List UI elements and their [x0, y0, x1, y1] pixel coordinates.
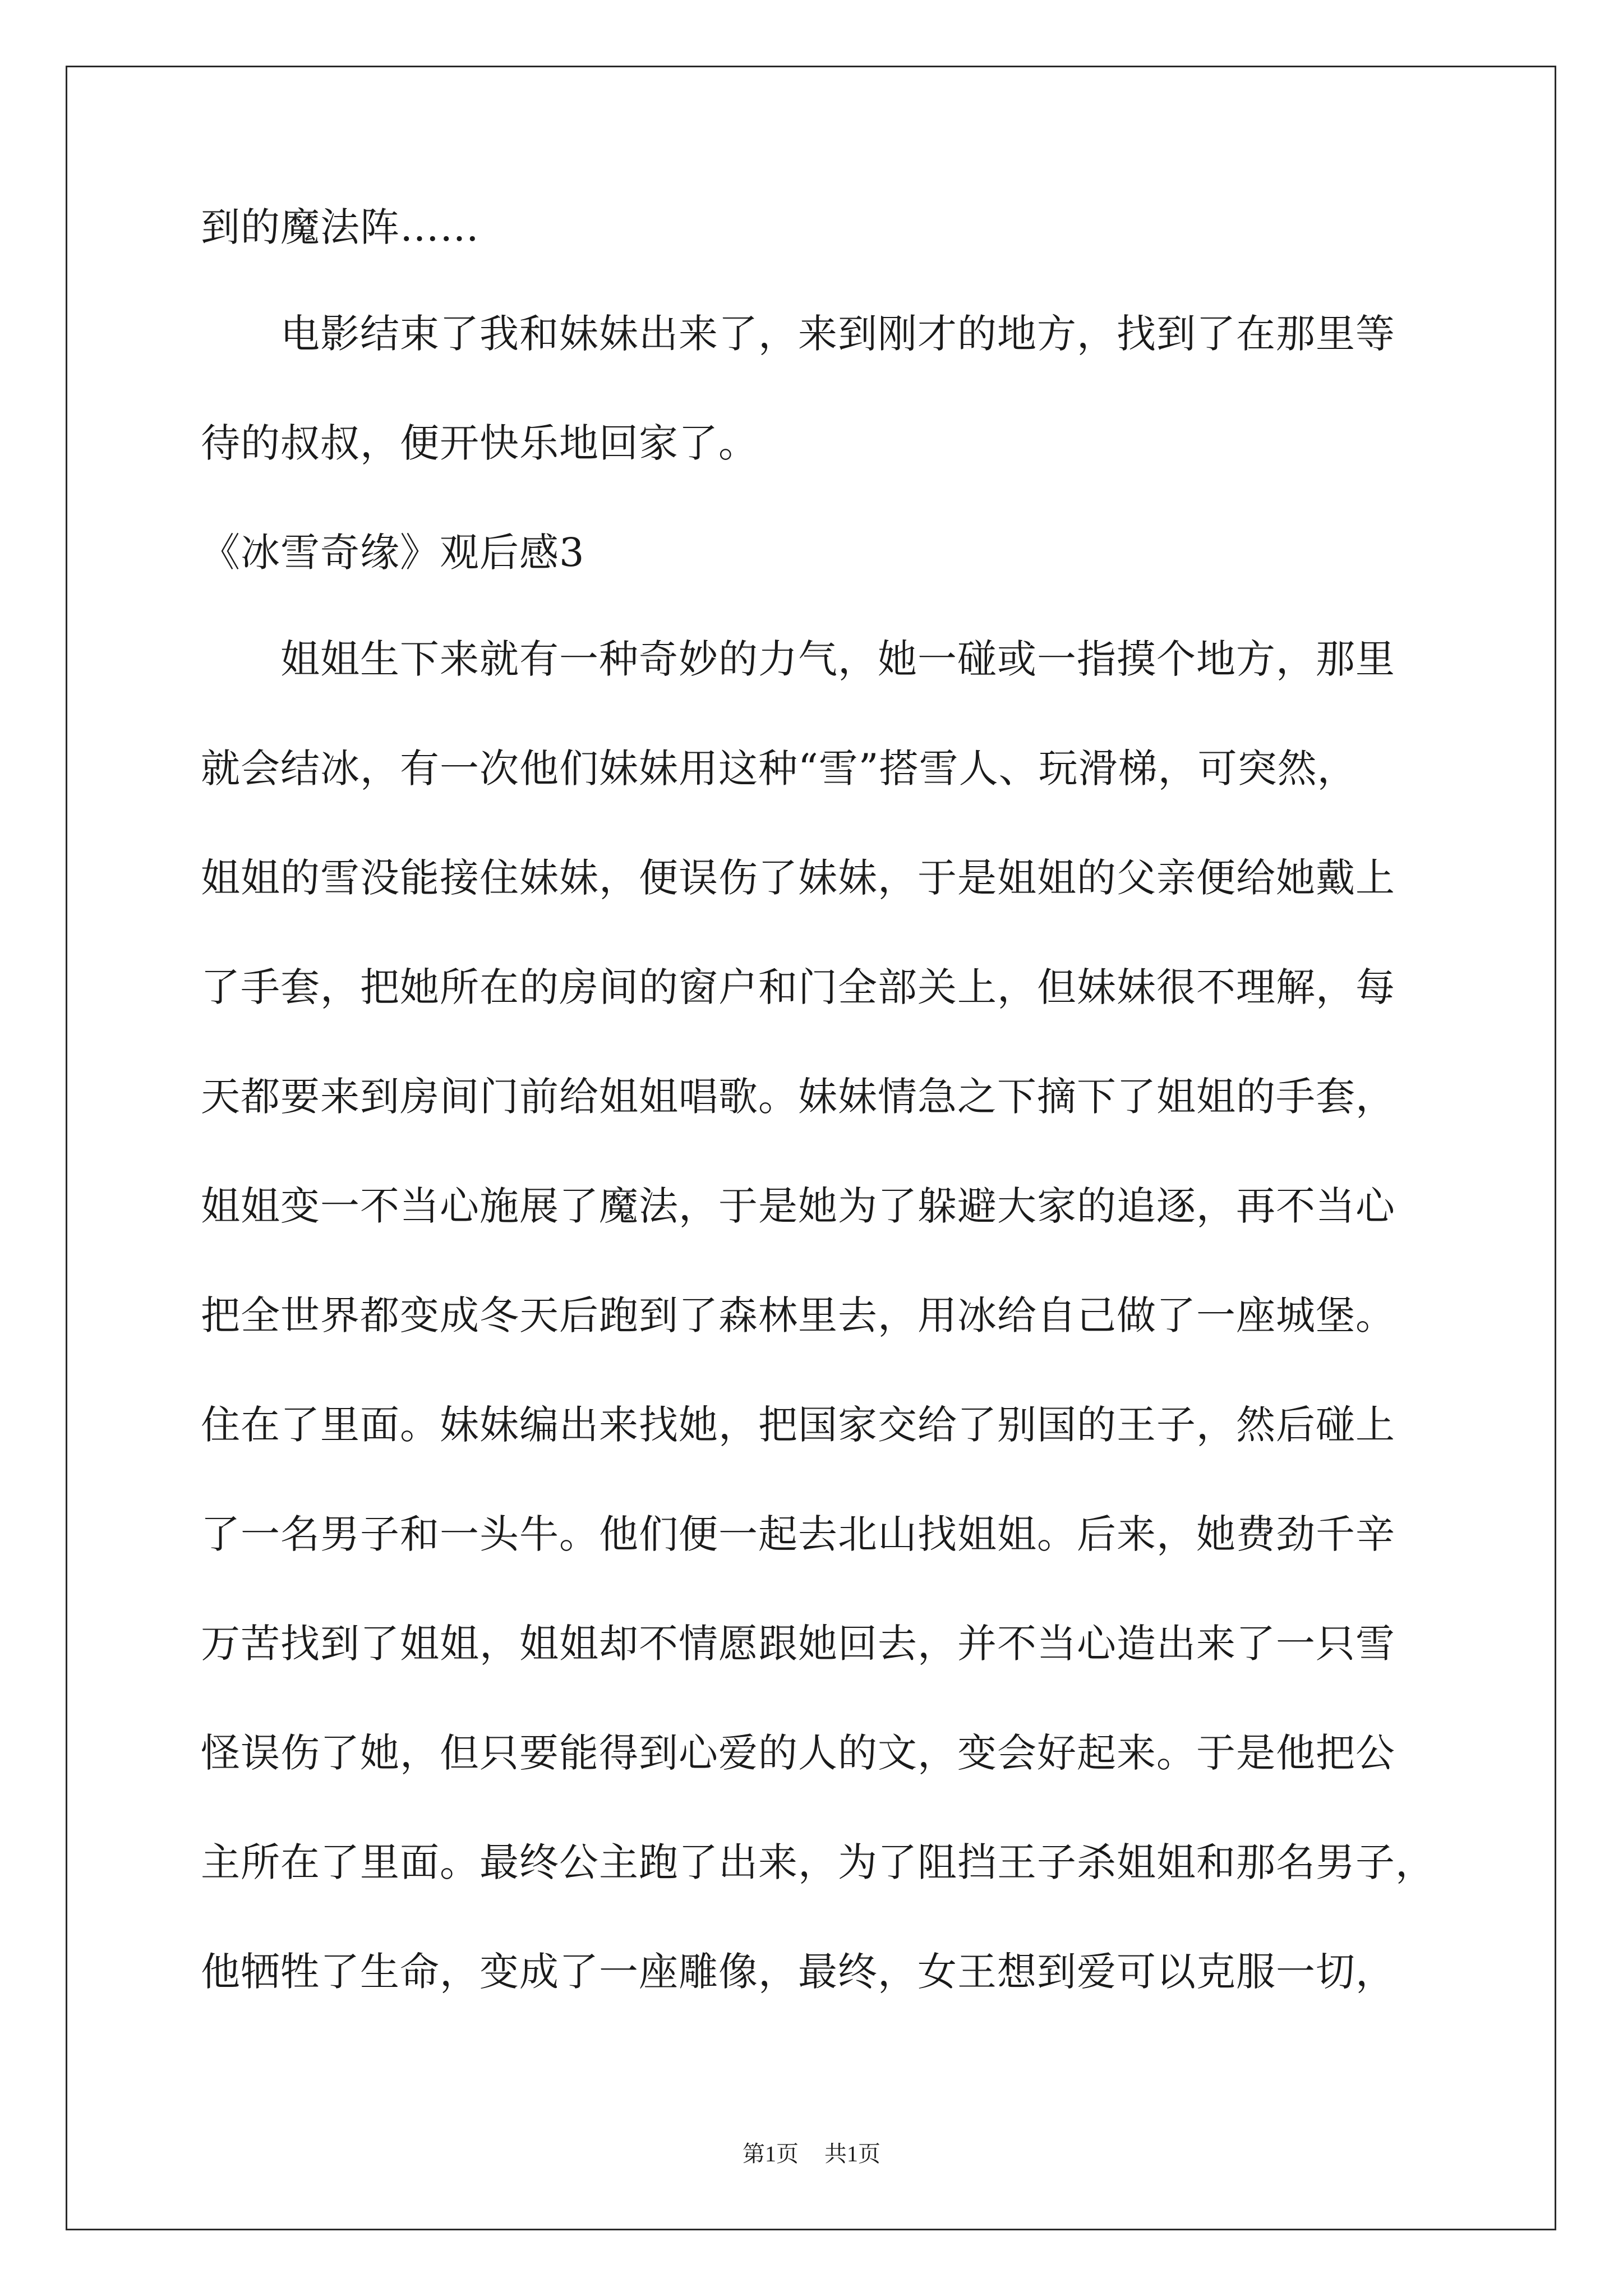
text-line: 姐姐生下来就有一种奇妙的力气，她一碰或一指摸个地方，那里 [201, 636, 1395, 682]
page-footer [0, 2137, 1623, 2171]
text-line: 就会结冰，有一次他们妹妹用这种“雪”搭雪人、玩滑梯，可突然， [201, 746, 1357, 792]
text-line: 姐姐变一不当心施展了魔法，于是她为了躲避大家的追逐，再不当心 [201, 1183, 1395, 1229]
text-line: 了一名男子和一头牛。他们便一起去北山找姐姐。后来，她费劲千辛 [201, 1511, 1395, 1557]
section-title: 《冰雪奇缘》观后感3 [201, 530, 585, 576]
text-line: 他牺牲了生命，变成了一座雕像，最终，女王想到爱可以克服一切， [201, 1949, 1395, 1995]
text-line: 姐姐的雪没能接住妹妹，便误伤了妹妹，于是姐姐的父亲便给她戴上 [201, 855, 1395, 901]
text-line: 怪误伤了她，但只要能得到心爱的人的文，变会好起来。于是他把公 [201, 1730, 1395, 1776]
text-line: 天都要来到房间门前给姐姐唱歌。妹妹情急之下摘下了姐姐的手套， [201, 1074, 1395, 1120]
page-number: 第1页 [743, 2141, 799, 2166]
text-line: 住在了里面。妹妹编出来找她，把国家交给了别国的王子，然后碰上 [201, 1402, 1395, 1448]
page-total: 共1页 [824, 2141, 880, 2166]
text-line: 把全世界都变成冬天后跑到了森林里去，用冰给自己做了一座城堡。 [201, 1292, 1395, 1338]
text-line: 主所在了里面。最终公主跑了出来，为了阻挡王子杀姐姐和那名男子， [201, 1839, 1435, 1885]
page-border [66, 66, 1556, 2230]
text-line: 万苦找到了姐姐，姐姐却不情愿跟她回去，并不当心造出来了一只雪 [201, 1621, 1395, 1667]
text-line: 到的魔法阵…… [201, 204, 479, 250]
text-line: 了手套，把她所在的房间的窗户和门全部关上，但妹妹很不理解，每 [201, 964, 1395, 1010]
text-line: 电影结束了我和妹妹出来了，来到刚才的地方，找到了在那里等 [201, 311, 1395, 357]
text-line: 待的叔叔，便开快乐地回家了。 [201, 420, 758, 466]
